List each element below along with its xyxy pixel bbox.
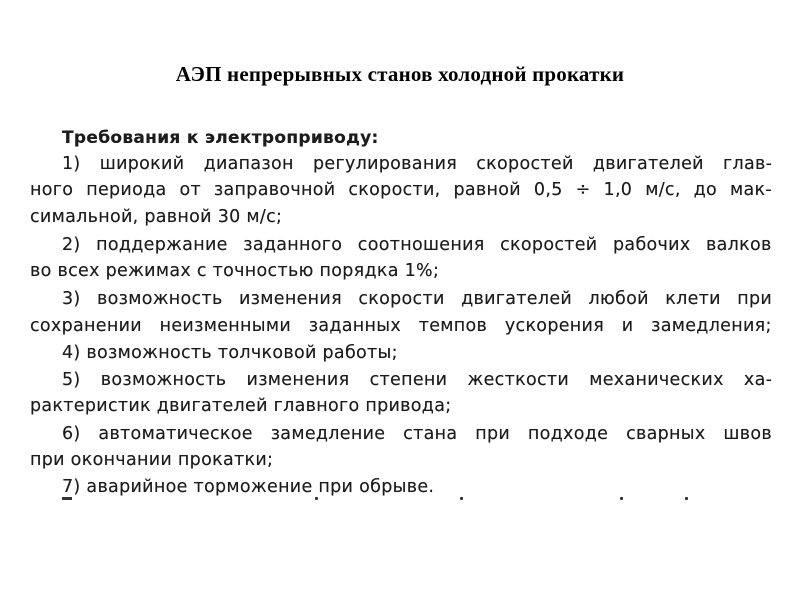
text-line: 6) автоматическое замедление стана при подходе сварных швов [62, 424, 772, 444]
text-line: 2) поддержание заданного соотношения скоростей рабочих валков [62, 235, 772, 255]
text-line: при окончании прокатки; [30, 450, 274, 470]
requirements-heading: Требования к электроприводу: [62, 128, 379, 148]
text-line: 7) аварийное торможение при обрыве. [62, 477, 435, 497]
slide-title: АЭП непрерывных станов холодной прокатки [175, 62, 625, 86]
text-line: рактеристик двигателей главного привода; [30, 396, 452, 416]
cropped-line-fragment [30, 497, 772, 503]
text-line: ного периода от заправочной скорости, равной 0,5 ÷ 1,0 м/с, до мак- [30, 180, 773, 200]
text-line: симальной, равной 30 м/с; [30, 207, 283, 227]
text-line: во всех режимах с точностью порядка 1%; [30, 261, 440, 281]
scanned-text-block [30, 128, 772, 503]
text-line: 4) возможность толчковой работы; [62, 343, 398, 363]
text-line: 3) возможность изменения скорости двигателей любой клети при [62, 289, 773, 309]
text-line: сохранении неизменными заданных темпов ускорения и замедления; [30, 316, 772, 336]
text-line: 1) широкий диапазон регулирования скоростей двигателей глав- [62, 154, 773, 174]
text-line: 5) возможность изменения степени жесткости механических ха- [62, 370, 773, 390]
